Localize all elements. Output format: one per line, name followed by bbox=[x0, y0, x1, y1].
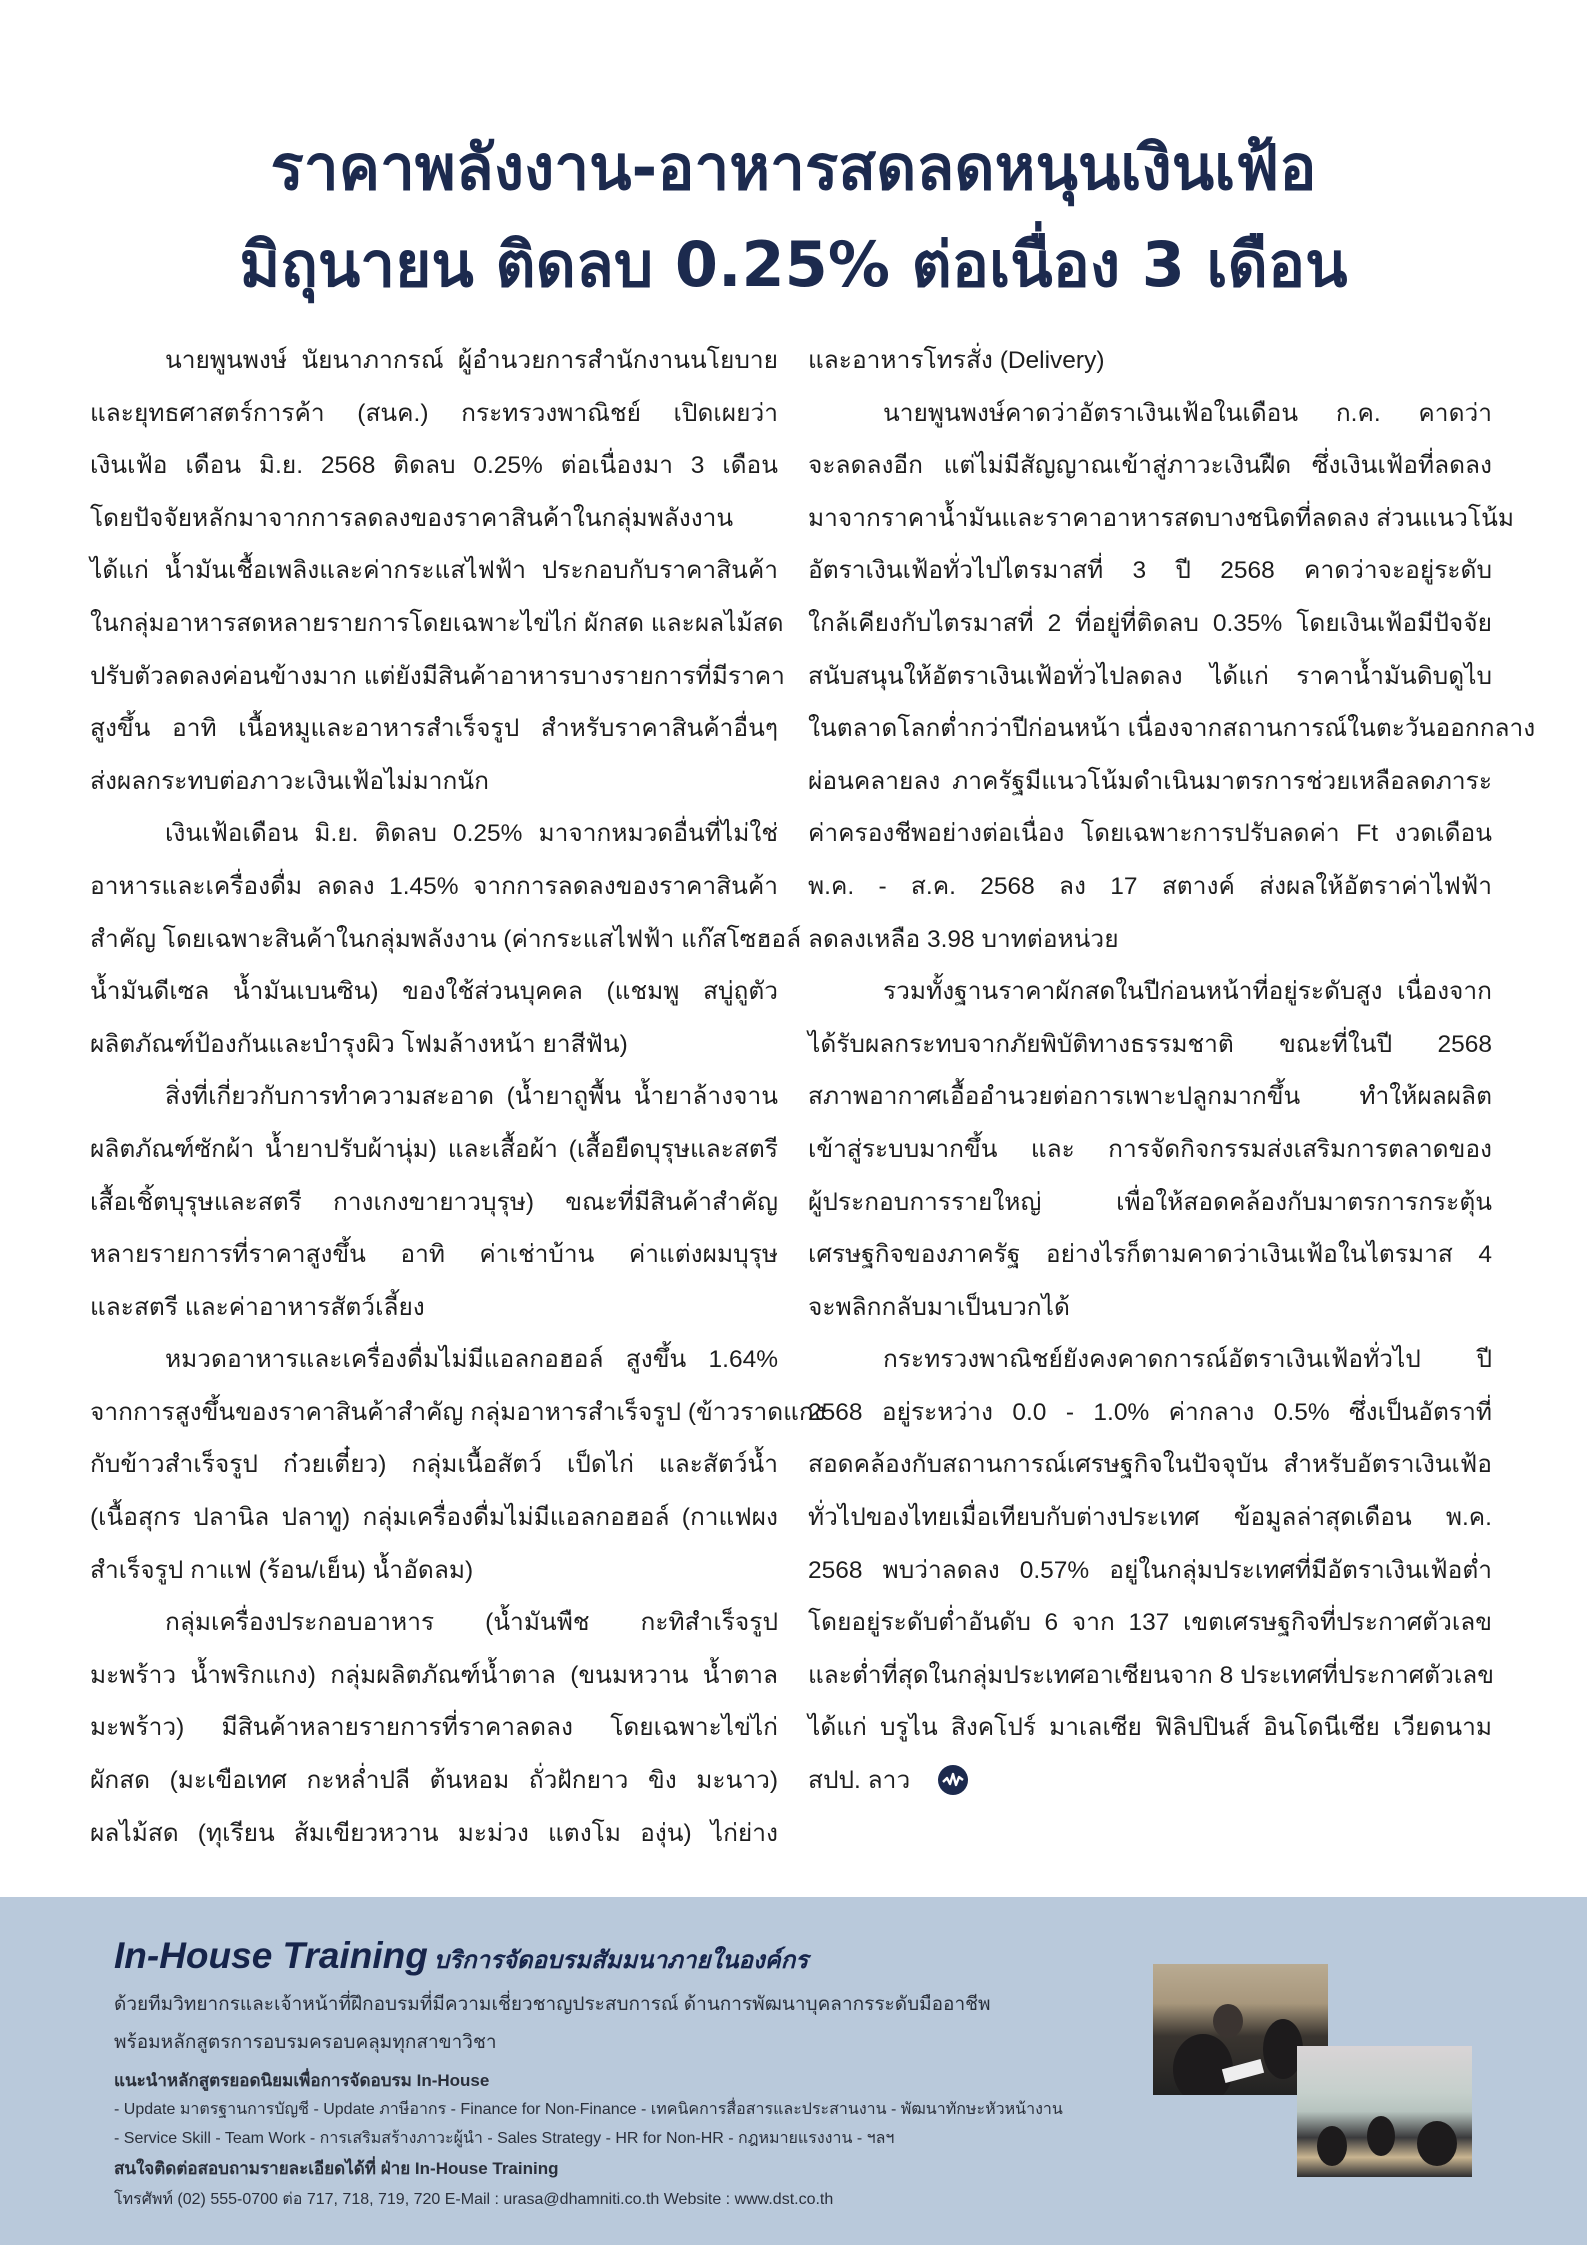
line-text: สิ่งที่เกี่ยวกับการทำความสะอาด (น้ำยาถูพื้น น้ำยาล้างจาน bbox=[165, 1083, 778, 1111]
paragraph-line bbox=[808, 335, 1492, 388]
paragraph-line bbox=[808, 914, 1492, 967]
paragraph-line bbox=[90, 861, 778, 914]
paragraph-line bbox=[808, 1282, 1492, 1335]
paragraph-line bbox=[808, 1124, 1492, 1177]
paragraph-line bbox=[90, 1492, 778, 1545]
footer-brand bbox=[114, 1935, 808, 1979]
paragraph-line bbox=[90, 808, 778, 861]
line-text: ผักสด (มะเขือเทศ กะหล่ำปลี ต้นหอม ถั่วฝักยาว ขิง มะนาว) bbox=[90, 1767, 778, 1795]
paragraph-line bbox=[90, 1177, 778, 1230]
paragraph-line bbox=[808, 808, 1492, 861]
line-text: หมวดอาหารและเครื่องดื่มไม่มีแอลกอฮอล์ สูงขึ้น 1.64% bbox=[165, 1346, 778, 1374]
line-text: สนับสนุนให้อัตราเงินเฟ้อทั่วไปลดลง ได้แก่ ราคาน้ำมันดิบดูไบ bbox=[808, 662, 1492, 690]
paragraph-line bbox=[808, 493, 1514, 546]
paragraph-line bbox=[808, 1492, 1492, 1545]
line-text: สปป. ลาว bbox=[808, 1767, 911, 1795]
line-text: สำเร็จรูป กาแฟ (ร้อน/เย็น) น้ำอัดลม) bbox=[90, 1556, 474, 1584]
line-text: มาจากราคาน้ำมันและราคาอาหารสดบางชนิดที่ลดลง ส่วนแนวโน้ม bbox=[808, 504, 1514, 532]
contact-details: โทรศัพท์ (02) 555-0700 ต่อ 717, 718, 719, 720 E-Mail : urasa@dhamniti.co.th Website : www.dst.co.th bbox=[114, 2191, 834, 2208]
line-text: น้ำมันดีเซล น้ำมันเบนซิน) ของใช้ส่วนบุคคล (แชมพู สบู่ถูตัว bbox=[90, 978, 778, 1006]
line-text: ผลิตภัณฑ์ป้องกันและบำรุงผิว โฟมล้างหน้า ยาสีฟัน) bbox=[90, 1030, 628, 1058]
line-text: ปรับตัวลดลงค่อนข้างมาก แต่ยังมีสินค้าอาหารบางรายการที่มีราคา bbox=[90, 662, 785, 690]
line-text: 2568 อยู่ระหว่าง 0.0 - 1.0% ค่ากลาง 0.5% ซึ่งเป็นอัตราที่ bbox=[808, 1398, 1492, 1426]
line-text: กระทรวงพาณิชย์ยังคงคาดการณ์อัตราเงินเฟ้อทั่วไป ปี bbox=[883, 1346, 1492, 1374]
line-text: ผลิตภัณฑ์ซักผ้า น้ำยาปรับผ้านุ่ม) และเสื้อผ้า (เสื้อยืดบุรุษและสตรี bbox=[90, 1135, 778, 1163]
line-text: อัตราเงินเฟ้อทั่วไปไตรมาสที่ 3 ปี 2568 คาดว่าจะอยู่ระดับ bbox=[808, 557, 1492, 585]
line-text: เศรษฐกิจของภาครัฐ อย่างไรก็ตามคาดว่าเงินเฟ้อในไตรมาส 4 bbox=[808, 1241, 1492, 1269]
paragraph-line bbox=[808, 598, 1492, 651]
paragraph-line bbox=[808, 703, 1536, 756]
line-text: ผู้ประกอบการรายใหญ่ เพื่อให้สอดคล้องกับมาตรการกระตุ้น bbox=[808, 1188, 1492, 1216]
line-text: ส่งผลกระทบต่อภาวะเงินเฟ้อไม่มากนัก bbox=[90, 767, 489, 795]
paragraph-line bbox=[90, 598, 784, 651]
footer-description-1: ด้วยทีมวิทยากรและเจ้าหน้าที่ฝึกอบรมที่มีความเชี่ยวชาญประสบการณ์ ด้านการพัฒนาบุคลากรระดับมืออาชีพ bbox=[114, 1994, 991, 2015]
footer-description-2: พร้อมหลักสูตรการอบรมครอบคลุมทุกสาขาวิชา bbox=[114, 2032, 497, 2053]
paragraph-line bbox=[90, 1019, 778, 1072]
line-text: จะลดลงอีก แต่ไม่มีสัญญาณเข้าสู่ภาวะเงินฝืด ซึ่งเงินเฟ้อที่ลดลง bbox=[808, 452, 1492, 480]
paragraph-line bbox=[808, 861, 1492, 914]
line-text: (เนื้อสุกร ปลานิล ปลาทู) กลุ่มเครื่องดื่มไม่มีแอลกอฮอล์ (กาแฟผง bbox=[90, 1504, 778, 1532]
line-text: ค่าครองชีพอย่างต่อเนื่อง โดยเฉพาะการปรับลดค่า Ft งวดเดือน bbox=[808, 820, 1492, 848]
line-text: โดยอยู่ระดับต่ำอันดับ 6 จาก 137 เขตเศรษฐกิจที่ประกาศตัวเลข bbox=[808, 1609, 1492, 1637]
paragraph-line bbox=[808, 1229, 1492, 1282]
line-text: และต่ำที่สุดในกลุ่มประเทศอาเซียนจาก 8 ประเทศที่ประกาศตัวเลข bbox=[808, 1661, 1494, 1689]
line-text: ในกลุ่มอาหารสดหลายรายการโดยเฉพาะไข่ไก่ ผักสด และผลไม้สด bbox=[90, 609, 784, 637]
paragraph-line bbox=[808, 651, 1492, 704]
paragraph-line bbox=[808, 1702, 1492, 1755]
headline-line-2: มิถุนายน ติดลบ 0.25% ต่อเนื่อง 3 เดือน bbox=[239, 228, 1348, 301]
paragraph-line bbox=[808, 1755, 1492, 1808]
paragraph-line bbox=[808, 440, 1492, 493]
paragraph-line bbox=[90, 1124, 778, 1177]
line-text: และสตรี และค่าอาหารสัตว์เลี้ยง bbox=[90, 1293, 425, 1321]
line-text: นายพูนพงษ์คาดว่าอัตราเงินเฟ้อในเดือน ก.ค. คาดว่า bbox=[883, 399, 1492, 427]
paragraph-line bbox=[90, 493, 778, 546]
paragraph-line bbox=[90, 1282, 778, 1335]
line-text: กับข้าวสำเร็จรูป ก๋วยเตี๋ยว) กลุ่มเนื้อสัตว์ เป็ดไก่ และสัตว์น้ำ bbox=[90, 1451, 778, 1479]
paragraph-line bbox=[808, 1387, 1492, 1440]
paragraph-line bbox=[90, 1071, 778, 1124]
paragraph-line bbox=[90, 440, 778, 493]
paragraph-line bbox=[808, 966, 1492, 1019]
paragraph-line bbox=[90, 756, 778, 809]
line-text: สอดคล้องกับสถานการณ์เศรษฐกิจในปัจจุบัน สำหรับอัตราเงินเฟ้อ bbox=[808, 1451, 1492, 1479]
line-text: ในตลาดโลกต่ำกว่าปีก่อนหน้า เนื่องจากสถานการณ์ในตะวันออกกลาง bbox=[808, 715, 1536, 743]
courses-heading: แนะนำหลักสูตรยอดนิยมเพื่อการจัดอบรม In-House bbox=[114, 2071, 490, 2090]
paragraph-line bbox=[808, 1177, 1492, 1230]
line-text: มะพร้าว) มีสินค้าหลายรายการที่ราคาลดลง โดยเฉพาะไข่ไก่ bbox=[90, 1714, 778, 1742]
training-photo-2 bbox=[1297, 2046, 1472, 2177]
paragraph-line bbox=[90, 1439, 778, 1492]
line-text: และอาหารโทรสั่ง (Delivery) bbox=[808, 347, 1105, 374]
line-text: พ.ค. - ส.ค. 2568 ลง 17 สตางค์ ส่งผลให้อัตราค่าไฟฟ้า bbox=[808, 872, 1492, 900]
line-text: จากการสูงขึ้นของราคาสินค้าสำคัญ กลุ่มอาหารสำเร็จรูป (ข้าวราดแกง bbox=[90, 1398, 826, 1426]
wave-logo-icon bbox=[938, 1765, 968, 1795]
line-text: สภาพอากาศเอื้ออำนวยต่อการเพาะปลูกมากขึ้น ทำให้ผลผลิต bbox=[808, 1083, 1492, 1111]
headline-line-1: ราคาพลังงาน-อาหารสดลดหนุนเงินเฟ้อ bbox=[270, 131, 1317, 204]
article-left-column bbox=[90, 335, 826, 1860]
paragraph-line bbox=[808, 1334, 1492, 1387]
line-text: และยุทธศาสตร์การค้า (สนค.) กระทรวงพาณิชย์ เปิดเผยว่า bbox=[90, 399, 778, 427]
line-text: ผลไม้สด (ทุเรียน ส้มเขียวหวาน มะม่วง แตงโม องุ่น) ไก่ย่าง bbox=[90, 1819, 778, 1847]
article-right-column bbox=[808, 335, 1536, 1808]
courses-list-1: - Update มาตรฐานการบัญชี - Update ภาษีอากร - Finance for Non-Finance - เทคนิคการสื่อสารและประสานงาน - พัฒนาทักษะหัวหน้างาน bbox=[114, 2101, 1063, 2118]
paragraph-line bbox=[808, 756, 1492, 809]
line-text: สูงขึ้น อาทิ เนื้อหมูและอาหารสำเร็จรูป สำหรับราคาสินค้าอื่นๆ bbox=[90, 715, 778, 743]
line-text: สำคัญ โดยเฉพาะสินค้าในกลุ่มพลังงาน (ค่ากระแสไฟฟ้า แก๊สโซฮอล์ bbox=[90, 925, 802, 953]
line-text: โดยปัจจัยหลักมาจากการลดลงของราคาสินค้าในกลุ่มพลังงาน bbox=[90, 504, 734, 532]
line-text: ใกล้เคียงกับไตรมาสที่ 2 ที่อยู่ที่ติดลบ 0.35% โดยเงินเฟ้อมีปัจจัย bbox=[808, 609, 1492, 637]
line-text: อาหารและเครื่องดื่ม ลดลง 1.45% จากการลดลงของราคาสินค้า bbox=[90, 872, 778, 900]
paragraph-line bbox=[90, 1545, 778, 1598]
line-text: ได้แก่ น้ำมันเชื้อเพลิงและค่ากระแสไฟฟ้า ประกอบกับราคาสินค้า bbox=[90, 557, 778, 585]
paragraph-line bbox=[808, 1545, 1492, 1598]
paragraph-line bbox=[90, 966, 778, 1019]
paragraph-line bbox=[90, 1650, 778, 1703]
line-text: ได้รับผลกระทบจากภัยพิบัติทางธรรมชาติ ขณะที่ในปี 2568 bbox=[808, 1030, 1492, 1058]
paragraph-line bbox=[808, 545, 1492, 598]
paragraph-line bbox=[90, 545, 778, 598]
line-text: ทั่วไปของไทยเมื่อเทียบกับต่างประเทศ ข้อมูลล่าสุดเดือน พ.ค. bbox=[808, 1504, 1492, 1532]
paragraph-line bbox=[90, 651, 785, 704]
footer-advertisement bbox=[0, 1897, 1587, 2245]
paragraph-line bbox=[90, 388, 778, 441]
line-text: เงินเฟ้อ เดือน มิ.ย. 2568 ติดลบ 0.25% ต่อเนื่องมา 3 เดือน bbox=[90, 452, 778, 480]
brand-subtitle: บริการจัดอบรมสัมมนาภายในองค์กร bbox=[433, 1947, 809, 1974]
contact-heading: สนใจติดต่อสอบถามรายละเอียดได้ที่ ฝ่าย In-House Training bbox=[114, 2159, 559, 2178]
paragraph-line bbox=[808, 1597, 1492, 1650]
paragraph-line bbox=[808, 1071, 1492, 1124]
paragraph-line bbox=[90, 703, 778, 756]
line-text: 2568 พบว่าลดลง 0.57% อยู่ในกลุ่มประเทศที่มีอัตราเงินเฟ้อต่ำ bbox=[808, 1556, 1492, 1584]
line-text: ผ่อนคลายลง ภาครัฐมีแนวโน้มดำเนินมาตรการช่วยเหลือลดภาระ bbox=[808, 767, 1492, 795]
line-text: มะพร้าว น้ำพริกแกง) กลุ่มผลิตภัณฑ์น้ำตาล (ขนมหวาน น้ำตาล bbox=[90, 1661, 778, 1689]
paragraph-line bbox=[90, 914, 802, 967]
paragraph-line bbox=[90, 1387, 826, 1440]
line-text: เสื้อเชิ้ตบุรุษและสตรี กางเกงขายาวบุรุษ) ขณะที่มีสินค้าสำคัญ bbox=[90, 1188, 778, 1216]
line-text: นายพูนพงษ์ นัยนาภากรณ์ ผู้อำนวยการสำนักงานนโยบาย bbox=[165, 347, 778, 374]
paragraph-line bbox=[90, 1597, 778, 1650]
line-text: รวมทั้งฐานราคาผักสดในปีก่อนหน้าที่อยู่ระดับสูง เนื่องจาก bbox=[883, 978, 1492, 1006]
line-text: เข้าสู่ระบบมากขึ้น และ การจัดกิจกรรมส่งเสริมการตลาดของ bbox=[808, 1135, 1492, 1163]
paragraph-line bbox=[90, 335, 778, 388]
line-text: หลายรายการที่ราคาสูงขึ้น อาทิ ค่าเช่าบ้าน ค่าแต่งผมบุรุษ bbox=[90, 1241, 778, 1269]
paragraph-line bbox=[90, 1702, 778, 1755]
line-text: ลดลงเหลือ 3.98 บาทต่อหน่วย bbox=[808, 925, 1119, 953]
paragraph-line bbox=[808, 1019, 1492, 1072]
line-text: จะพลิกกลับมาเป็นบวกได้ bbox=[808, 1293, 1070, 1321]
paragraph-line bbox=[90, 1755, 778, 1808]
paragraph-line bbox=[90, 1808, 778, 1861]
paragraph-line bbox=[808, 388, 1492, 441]
paragraph-line bbox=[808, 1650, 1492, 1703]
courses-list-2: - Service Skill - Team Work - การเสริมสร้างภาวะผู้นำ - Sales Strategy - HR for Non-HR - กฎหมายแรงงาน - ฯลฯ bbox=[114, 2130, 895, 2147]
brand-title: In-House Training bbox=[114, 1935, 428, 1976]
paragraph-line bbox=[808, 1439, 1492, 1492]
line-text: ได้แก่ บรูไน สิงคโปร์ มาเลเซีย ฟิลิปปินส์ อินโดนีเซีย เวียดนาม bbox=[808, 1714, 1492, 1742]
paragraph-line bbox=[90, 1334, 778, 1387]
line-text: กลุ่มเครื่องประกอบอาหาร (น้ำมันพืช กะทิสำเร็จรูป bbox=[165, 1609, 778, 1637]
paragraph-line bbox=[90, 1229, 778, 1282]
line-text: เงินเฟ้อเดือน มิ.ย. ติดลบ 0.25% มาจากหมวดอื่นที่ไม่ใช่ bbox=[165, 820, 778, 848]
